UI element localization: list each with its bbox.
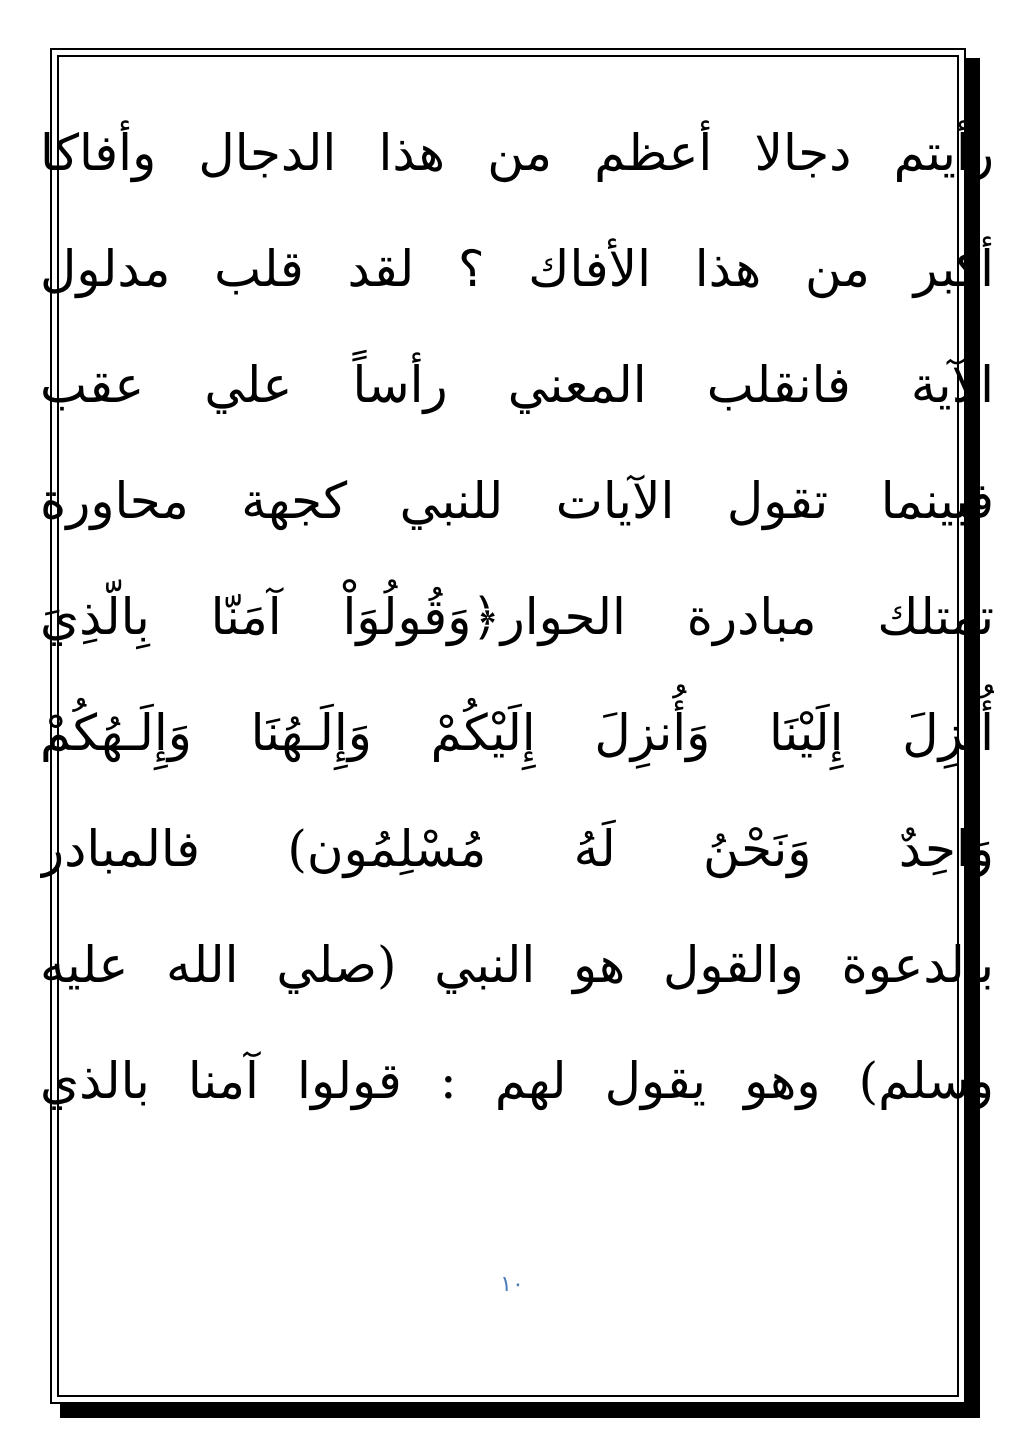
text-line-1: رأيتم دجالا أعظم من هذا الدجال وأفاكا [40, 124, 994, 182]
body-text [40, 95, 994, 1139]
text-line-7: وَاحِدٌ وَنَحْنُ لَهُ مُسْلِمُون) فالمبادر [40, 820, 994, 878]
text-line-9: وسلم) وهو يقول لهم : قولوا آمنا بالذي [40, 1052, 994, 1110]
text-line-5: تمتلك مبادرة الحوار﴿وَقُولُوَاْ آمَنّا بِالّذِيَ [40, 588, 994, 646]
text-line-8: بالدعوة والقول هو النبي (صلي الله عليه [40, 936, 994, 994]
text-line-6: أُنزِلَ إِلَيْنَا وَأُنزِلَ إِلَيْكُمْ وَإِلَـهُنَا وَإِلَـهُكُمْ [40, 704, 994, 762]
page-number: ١٠ [500, 1272, 524, 1297]
text-line-3: الآية فانقلب المعني رأساً علي عقب [40, 356, 994, 414]
text-line-2: أكبر من هذا الأفاك ؟ لقد قلب مدلول [40, 240, 994, 298]
text-line-4: فبينما تقول الآيات للنبي كجهة محاورة [40, 472, 994, 530]
